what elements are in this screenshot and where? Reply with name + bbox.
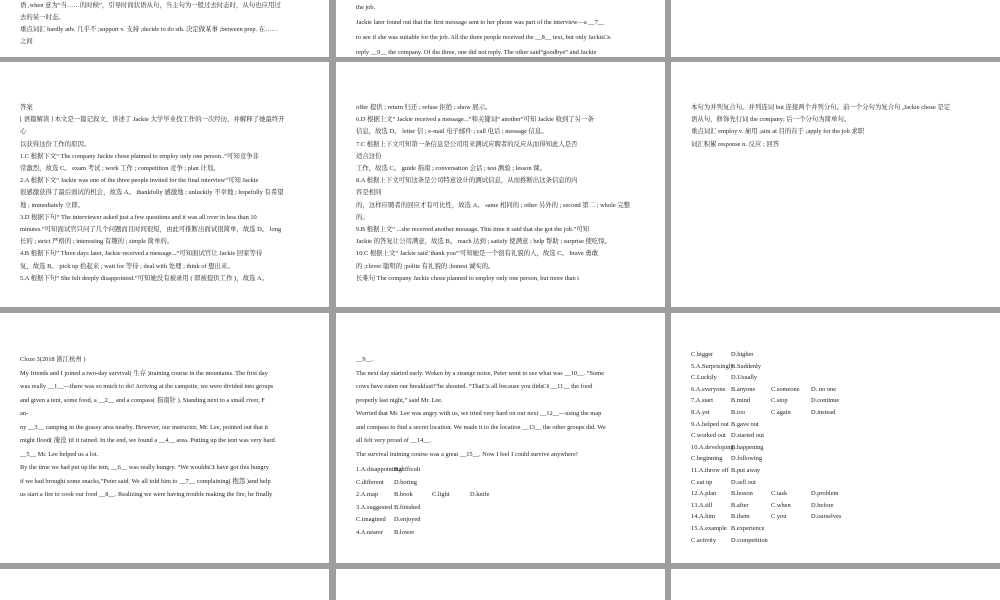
page-9 xyxy=(671,313,1000,563)
text-line: 6.D 根据上文“ Jackie received a message...”和关键词“ another”可知 Jackie 收到了另一条 xyxy=(356,116,594,124)
option-item: 14.A.him xyxy=(691,513,716,521)
option-item: 4.A.nearer xyxy=(356,528,383,536)
option-item: D.ourselves xyxy=(811,513,842,521)
text-line: [ 语篇解读 ] 本文是一篇记叙文，讲述了 Jackie 大学毕业找工作的一次经历，并解释了她最终开 xyxy=(20,116,285,124)
text-line: 长的 ; strict 严格的 ; interesting 有趣的 ; simple 简单的。 xyxy=(20,238,174,246)
option-item: D.knife xyxy=(470,491,490,498)
text-line: us start a fire to cook our food __8__. Realizing we were having trouble making the fire, he finally xyxy=(20,491,273,498)
option-item: D.boring xyxy=(394,478,417,486)
text-line: offer 提供 ; return 归还 ; refuse 拒绝 ; show 展示。 xyxy=(356,104,492,111)
option-item: 13.A.till xyxy=(691,501,713,509)
text-line: 5.A 根据下句“ She felt deeply disappointed.”可知她没有被录用 ( 即被提供工作 )，故选 A。 xyxy=(20,274,268,282)
text-line: Worried that Mr. Lee was angry with us, we tried very hard on our next __12__—using the map xyxy=(356,410,602,417)
option-item: B.difficult xyxy=(394,466,421,473)
option-item: 8.A.yet xyxy=(691,409,710,416)
page-2 xyxy=(336,0,665,57)
text-line: 心 xyxy=(20,128,27,136)
option-item: C.when xyxy=(771,501,791,509)
page-6 xyxy=(671,62,1000,307)
option-item: B.after xyxy=(731,501,749,509)
option-item: C.task xyxy=(771,490,788,498)
text-line: 词汇积累 response n. 反应 ; 回答 xyxy=(691,140,780,148)
text-line: 本句为并列复合句。并列连词 but 连接两个并列分句。前一个分句为复合句 ,Jackie chose 是定 xyxy=(691,104,951,111)
option-item: D.following xyxy=(731,455,763,463)
option-item: D.enjoyed xyxy=(394,516,421,523)
text-line: to see if she was suitable for the job. All the three people received the __8__ text, but only Jackie□s xyxy=(356,34,611,41)
option-item: D.started out xyxy=(731,432,765,440)
text-line: Jackie later found out that the first message sent to her phone was part of the interview—a __7__ xyxy=(356,19,605,26)
text-line: an- xyxy=(20,410,29,417)
page-8 xyxy=(336,313,665,563)
text-line: Cloze 3(2018 浙江杭州 ) xyxy=(20,356,86,363)
text-line: 长难句 The company Jackie chose planned to employ only one person, but more than t xyxy=(356,274,580,282)
option-item: C.someone xyxy=(771,385,800,393)
text-line: 以获得这份工作的原因。 xyxy=(20,140,91,148)
option-item: C.again xyxy=(771,409,791,416)
text-line: 常激烈，故选 C。 exam 考试 ; work 工作 ; competition 竞争 ; plan 计划。 xyxy=(20,165,220,172)
text-line: 10.C 根据上文“ Jackie said 'thank you'”可知她是一个很有礼貌的人，故选 C。 brave 勇敢 xyxy=(356,250,599,258)
option-item: C.bigger xyxy=(691,351,714,358)
text-line: 很感激获得了最后面试的机会，故选 A。 thankfully 感激地 ; unluckily 不幸地 ; hopefully 有希望 xyxy=(20,189,284,197)
option-item: B.anyone xyxy=(731,385,756,393)
text-line: was really __1__—there was so much to do! Arriving at the campsite, we were divided into groups xyxy=(20,383,274,390)
text-line: 7.C 根据上下文可知第一条信息是公司用来测试应聘者的反应从而得知此人是否 xyxy=(356,140,578,148)
option-item: 10.A.developing xyxy=(691,443,734,451)
option-item: C.stop xyxy=(771,397,788,405)
option-item: B.put away xyxy=(731,467,761,474)
option-item: 9.A.helped out xyxy=(691,420,729,428)
page-11 xyxy=(336,569,665,600)
text-line: 语从句，修饰先行词 the company; 后一个分句为简单句。 xyxy=(691,116,851,124)
option-item: D.problem xyxy=(811,490,839,498)
option-item: 2.A.map xyxy=(356,491,379,498)
option-item: 3.A.suggested xyxy=(356,503,393,511)
option-item: B.Suddenly xyxy=(731,362,762,370)
option-item: D.competition xyxy=(731,536,768,544)
option-item: 12.A.plan xyxy=(691,490,717,498)
option-item: B.them xyxy=(731,513,750,521)
text-line: the job. xyxy=(356,4,376,11)
page-10 xyxy=(0,569,329,600)
text-line: 9.B 根据上文“ ...she received another message. This time it said that she got the job.”可知 xyxy=(356,226,590,233)
option-item: B.happening xyxy=(731,443,764,451)
option-item: C.beginning xyxy=(691,455,723,463)
text-line: cows have eaten our breakfast!”he shouted. “That□s all because you didn□t __11__ the food xyxy=(356,383,593,390)
option-item: C.you xyxy=(771,513,787,521)
option-item: B.finished xyxy=(394,503,421,511)
option-item: B.mind xyxy=(731,397,750,405)
option-item: 7.A.start xyxy=(691,397,714,405)
text-line: 信息，故选 D。 letter 信 ; e-mail 电子邮件 ; call 电话 ; message 信息。 xyxy=(356,128,548,136)
page-3 xyxy=(671,0,1000,57)
option-item: 6.A.everyone xyxy=(691,385,726,393)
page-4 xyxy=(0,62,329,307)
text-line: 重点词汇 employ v. 雇用 ;aim at 目的在于 ;apply for the job 求职 xyxy=(691,128,865,136)
text-line: 复，故选 B。 pick up 拾起来 ; wait for 等待 ; deal with 处理 ; think of 想出来。 xyxy=(20,262,234,270)
text-line: 3.D 根据下句“ The interviewer asked just a few questions and it was all over in less than 10 xyxy=(20,213,257,221)
option-item: C.activity xyxy=(691,536,717,544)
text-line: minutes.”可知面试官只问了几个问题而且时间很短，由此可推断出面试很简单，故选 D。 long xyxy=(20,226,282,233)
page-1 xyxy=(0,0,329,57)
page-5 xyxy=(336,62,665,307)
option-item: D.higher xyxy=(731,351,754,358)
option-item: C.imagined xyxy=(356,516,386,523)
text-line: reply __9__ the company. Of the three, one did not reply. The other said“goodbye” and Jackie xyxy=(356,49,597,56)
text-line: 去的某一时态。 xyxy=(20,14,65,21)
text-line: 适合这份 xyxy=(356,152,382,160)
option-item: B.too xyxy=(731,409,746,416)
text-line: The survival training course was a great __15__. Now I feel I could survive anywhere! xyxy=(356,450,578,458)
option-item: B.gave out xyxy=(731,420,759,428)
page-12 xyxy=(671,569,1000,600)
text-line: might flood( 淹没 )if it rained. In the end, we found a __4__ area. Putting up the tent was very hard. xyxy=(20,437,277,444)
option-item: 11.A.throw off xyxy=(691,467,729,474)
text-line: 容是相同 xyxy=(356,189,382,197)
text-line: 2.A 根据下文“ Jackie was one of the three people invited for the final interview”可知 Jackie xyxy=(20,177,259,185)
option-item: B.lower xyxy=(394,528,415,536)
text-line: 的，这样应聘者的回应才有可比性，故选 A。 same 相同的 ; other 另外的 ; second 第二 ; whole 完整 xyxy=(356,201,631,209)
text-line: and compass to find a secret location. We made it to the location __13__ the other groups did. We xyxy=(356,423,606,431)
text-line: 答案 xyxy=(20,104,33,111)
text-line: The next day started early. Woken by a strange noise, Peter went to see what was __10__. “Some xyxy=(356,369,605,377)
text-line: 之间 xyxy=(20,38,33,45)
option-item: B.experience xyxy=(731,525,765,532)
text-line: 的。 xyxy=(356,213,369,221)
option-item: C.light xyxy=(432,491,450,498)
option-item: C.worked out xyxy=(691,432,726,440)
text-line: and given a tent, some food, a __2__ and a compass( 指南针 ). Standing next to a small river, F xyxy=(20,396,265,404)
option-item: C.different xyxy=(356,478,384,486)
option-item: C.Luckily xyxy=(691,374,717,382)
text-line: __9__. xyxy=(356,356,374,363)
text-line: 4.B 根据下句“ Three days later, Jackie received a message...”可知面试官让 Jackie 回家等待 xyxy=(20,250,263,258)
text-line: My friends and I joined a two-day survival( 生存 )training course in the mountains. The first day xyxy=(20,369,268,377)
text-line: all felt very proud of __14__. xyxy=(356,437,432,444)
text-line: 8.A 根据上下文可知这条是公司特意设计的测试信息，从而推断出这条信息的内 xyxy=(356,177,578,185)
text-line: 重点词汇 hardly adv. 几乎不 ;support v. 支持 ;decide to do sth. 决定做某事 ;between prep. 在…… xyxy=(20,26,278,33)
text-line: 的 ;clever 聪明的 ;polite 有礼貌的 ;honest 诚实的。 xyxy=(356,262,495,270)
text-line: __5__ Mr. Lee helped us a lot. xyxy=(20,450,99,458)
text-line: ny __3__ camping in the grassy area nearby. However, our instructor, Mr. Lee, pointed out that it xyxy=(20,423,269,431)
option-item: D.Usually xyxy=(731,374,758,382)
option-item: D.sell out xyxy=(731,478,756,486)
option-item: D.continue xyxy=(811,397,840,405)
text-line: 1.C 根据下文“ The company Jackie chose planned to employ only one person..”可知竞争非 xyxy=(20,152,259,160)
option-item: 1.A.disappointing xyxy=(356,466,402,473)
text-line: 工作，故选 C。 guide 指南 ; conversation 会话 ; test 测验 ; lesson 课。 xyxy=(356,165,546,172)
option-item: B.lesson xyxy=(731,490,753,498)
page-7 xyxy=(0,313,329,563)
text-line: if we had brought some snacks,”Peter said. We all told him to __7__ complaining( 抱怨 )and help xyxy=(20,477,271,485)
text-line: 语 ,when 意为“当……的时候”，引导时间状语从句，当主句为一般过去时态时，从句也应用过 xyxy=(20,2,281,9)
text-line: By the time we had put up the tent, __6__ was really hungry. “We wouldn□t have got this hungry xyxy=(20,464,269,471)
option-item: D.instead xyxy=(811,409,836,416)
option-item: 15.A.example xyxy=(691,525,727,532)
text-line: properly last night,” said Mr. Lee. xyxy=(356,396,443,404)
option-item: B.book xyxy=(394,491,413,498)
option-item: D.before xyxy=(811,501,834,509)
text-line: Jackie 的答复让公司满意，故选 B。 reach 达到 ; satisfy 使满意 ; help 帮助 ; surprise 使吃惊。 xyxy=(356,238,612,246)
text-line: 地 ; immediately 立即。 xyxy=(20,201,85,209)
option-item: C.eat up xyxy=(691,478,713,486)
option-item: D. no one xyxy=(811,385,837,393)
option-item: 5.A.Surprisingly xyxy=(691,362,734,370)
